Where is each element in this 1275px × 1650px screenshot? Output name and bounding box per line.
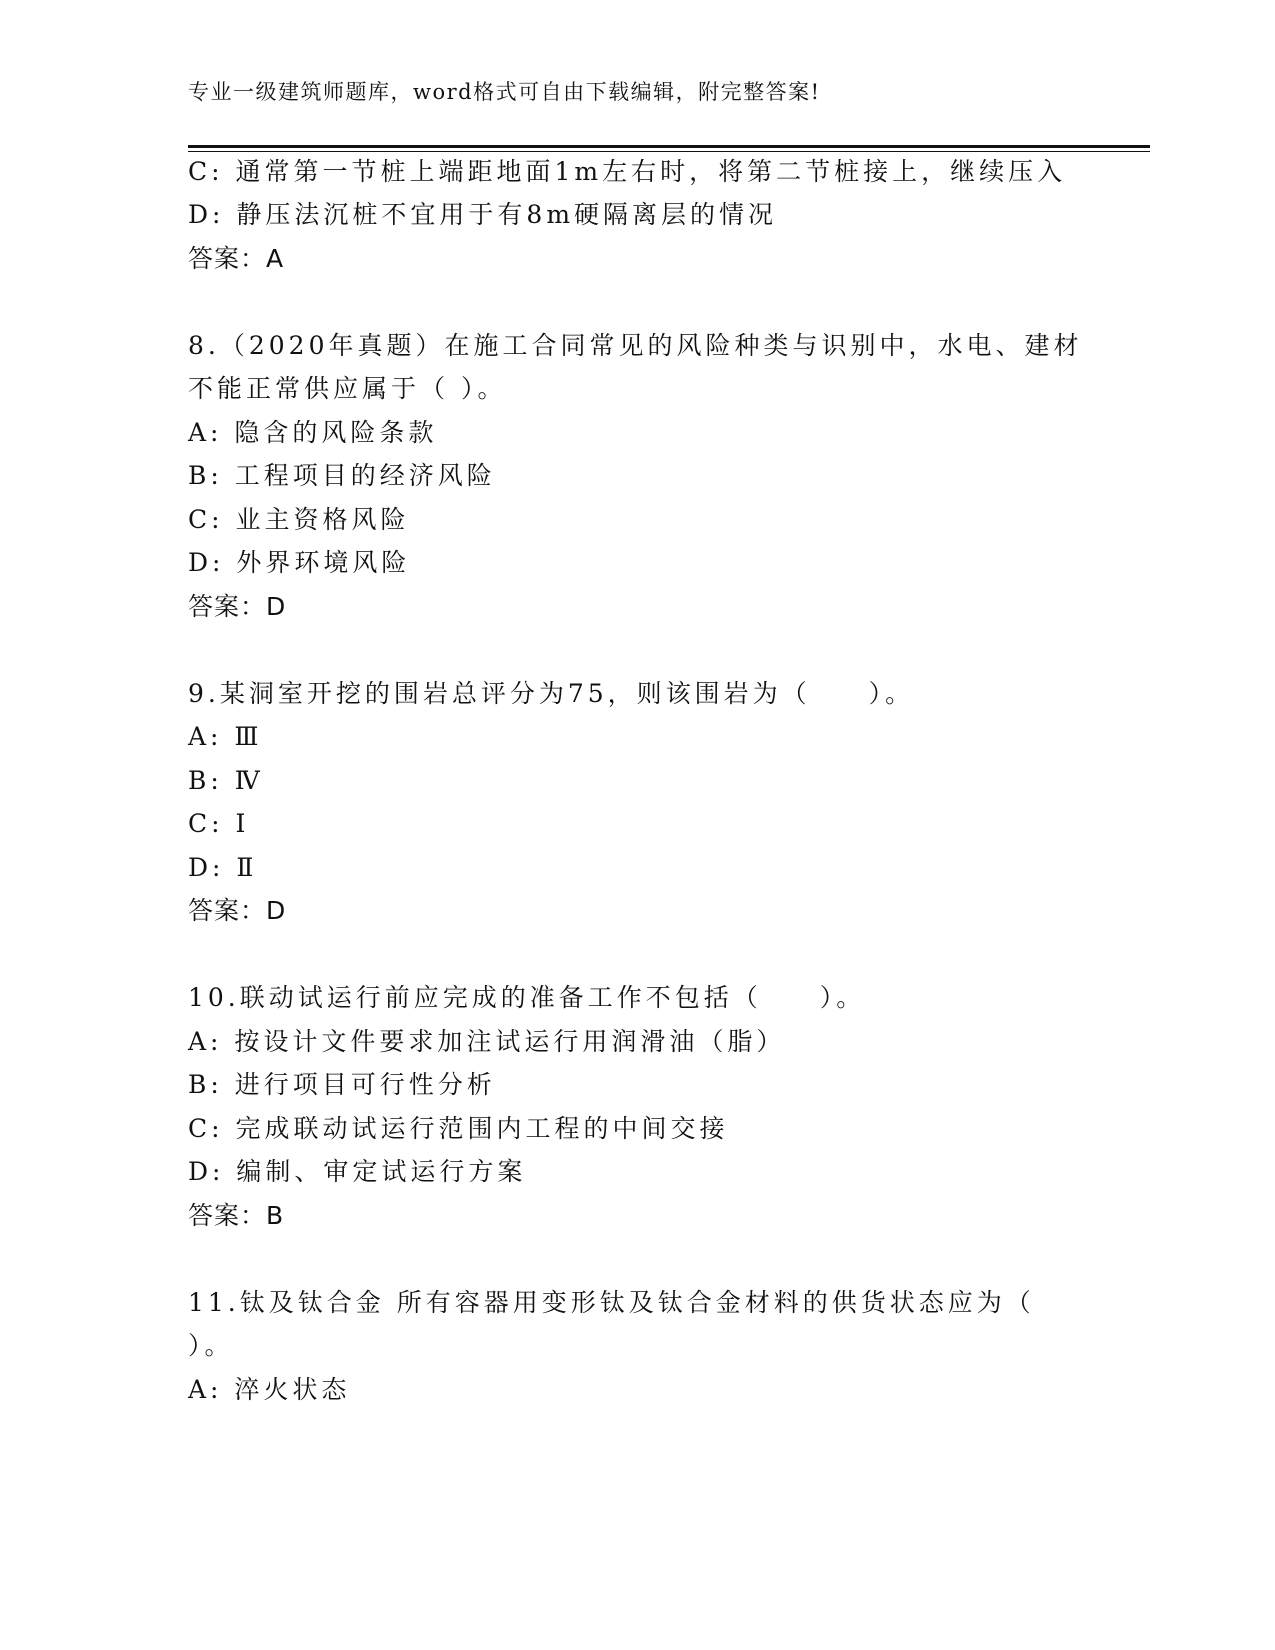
option-line: A: 按设计文件要求加注试运行用润滑油（脂） [188,1027,786,1056]
answer-line: 答案：A [188,244,285,273]
option-line: B: 进行项目可行性分析 [188,1070,496,1099]
option-line: B: 工程项目的经济风险 [188,461,496,490]
header-rule-thick [188,145,1150,148]
option-line: C: 通常第一节桩上端距地面1m左右时，将第二节桩接上，继续压入 [188,157,1067,186]
header-rule-thin [188,151,1150,152]
option-line: D: Ⅱ [188,853,258,882]
question-line: ）。 [188,1331,234,1360]
option-line: D: 静压法沉桩不宜用于有8m硬隔离层的情况 [188,200,778,229]
option-line: A: Ⅲ [188,722,263,751]
option-line: B: Ⅳ [188,766,264,795]
option-line: A: 隐含的风险条款 [188,418,438,447]
answer-line: 答案：D [188,896,287,925]
question-line: 10.联动试运行前应完成的准备工作不包括（ ）。 [188,983,866,1012]
option-line: D: 编制、审定试运行方案 [188,1157,527,1186]
question-line: 不能正常供应属于（ ）。 [188,374,507,403]
option-line: C: Ⅰ [188,809,250,838]
option-line: A: 淬火状态 [188,1375,351,1404]
question-line: 8.（2020年真题）在施工合同常见的风险种类与识别中，水电、建材 [188,331,1083,360]
answer-line: 答案：B [188,1201,285,1230]
question-line: 9.某洞室开挖的围岩总评分为75，则该围岩为（ ）。 [188,679,915,708]
page-header: 专业一级建筑师题库，word格式可自由下载编辑，附完整答案! [188,80,821,104]
option-line: C: 完成联动试运行范围内工程的中间交接 [188,1114,729,1143]
answer-line: 答案：D [188,592,287,621]
option-line: C: 业主资格风险 [188,505,410,534]
option-line: D: 外界环境风险 [188,548,411,577]
question-line: 11.钛及钛合金 所有容器用变形钛及钛合金材料的供货状态应为（ [188,1288,1035,1317]
